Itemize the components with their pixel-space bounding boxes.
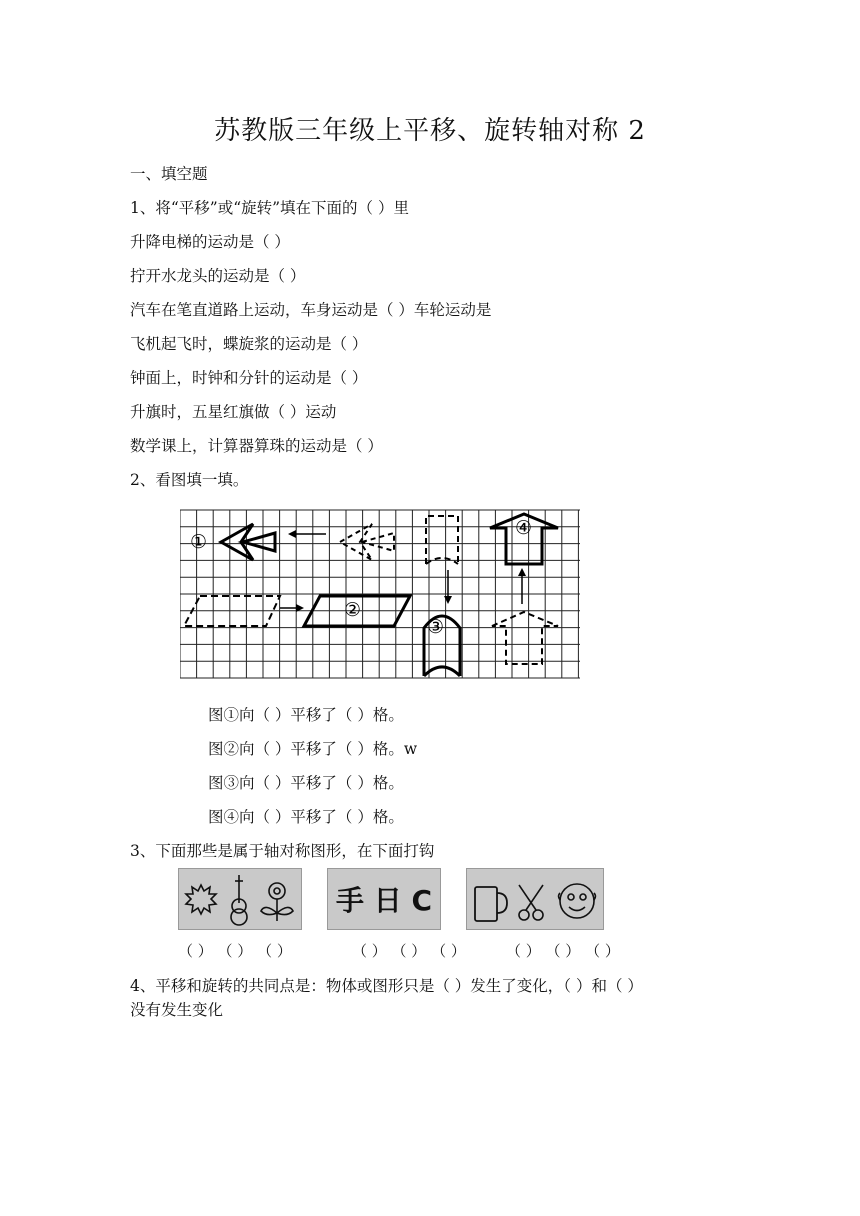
arrow-up-icon: [518, 568, 526, 604]
face-icon: [559, 884, 596, 918]
page-title: 苏教版三年级上平移、旋转轴对称 2: [214, 116, 646, 146]
symbol-image-1: [178, 868, 302, 930]
scissors-icon: [519, 885, 543, 920]
q3-prompt: 3、下面那些是属于轴对称图形，在下面打钩: [130, 842, 435, 860]
shape-3-original-dashed: [426, 516, 458, 564]
translation-grid-figure: [180, 508, 585, 680]
label-2: ②: [344, 599, 362, 621]
q2-blank: 图①向（ ）平移了（ ）格。: [208, 706, 404, 724]
q1-item: 升旗时，五星红旗做（ ）运动: [130, 403, 337, 421]
guitar-icon: [231, 875, 247, 925]
arrow-left-icon: [288, 530, 326, 538]
label-1: ①: [190, 531, 208, 553]
section-heading: 一、填空题: [130, 165, 208, 183]
shape-4-original-dashed: [492, 612, 558, 664]
symbol-text: 手 日 C: [335, 884, 433, 917]
label-4: ④: [515, 517, 533, 539]
q1-item: 升降电梯的运动是（ ）: [130, 233, 290, 251]
answer-parens-group-3[interactable]: （ ） （ ） （ ）: [506, 942, 620, 960]
flower-icon: [261, 883, 293, 921]
symbol-image-2: [327, 868, 441, 930]
q4-line-2: 没有发生变化: [130, 1001, 224, 1019]
answer-parens-group-2[interactable]: （ ） （ ） （ ）: [352, 942, 466, 960]
answer-parens-group-1[interactable]: （ ） （ ） （ ）: [178, 942, 292, 960]
shape-1: [190, 524, 275, 560]
q1-item: 数学课上，计算器算珠的运动是（ ）: [130, 437, 383, 455]
q4-line-1: 4、平移和旋转的共同点是：物体或图形只是（ ）发生了变化，（ ）和（ ）: [130, 977, 643, 995]
q1-prompt: 1、将“平移”或“旋转”填在下面的（ ）里: [130, 199, 409, 217]
mug-icon: [475, 887, 507, 921]
q1-item: 拧开水龙头的运动是（ ）: [130, 267, 306, 285]
q2-prompt: 2、看图填一填。: [130, 471, 249, 489]
q2-blank: 图④向（ ）平移了（ ）格。: [208, 808, 404, 826]
sun-icon: [186, 885, 216, 914]
q1-item: 钟面上，时钟和分针的运动是（ ）: [130, 369, 368, 387]
label-3: ③: [427, 616, 445, 638]
q2-blank: 图②向（ ）平移了（ ）格。w: [208, 740, 418, 758]
q1-item: 汽车在笔直道路上运动，车身运动是（ ）车轮运动是: [130, 301, 492, 319]
shape-1-original-dashed: [340, 524, 394, 560]
q1-item: 飞机起飞时，蝶旋浆的运动是（ ）: [130, 335, 368, 353]
shape-4: [490, 514, 558, 564]
symbol-image-3: [466, 868, 604, 930]
q2-blank: 图③向（ ）平移了（ ）格。: [208, 774, 404, 792]
